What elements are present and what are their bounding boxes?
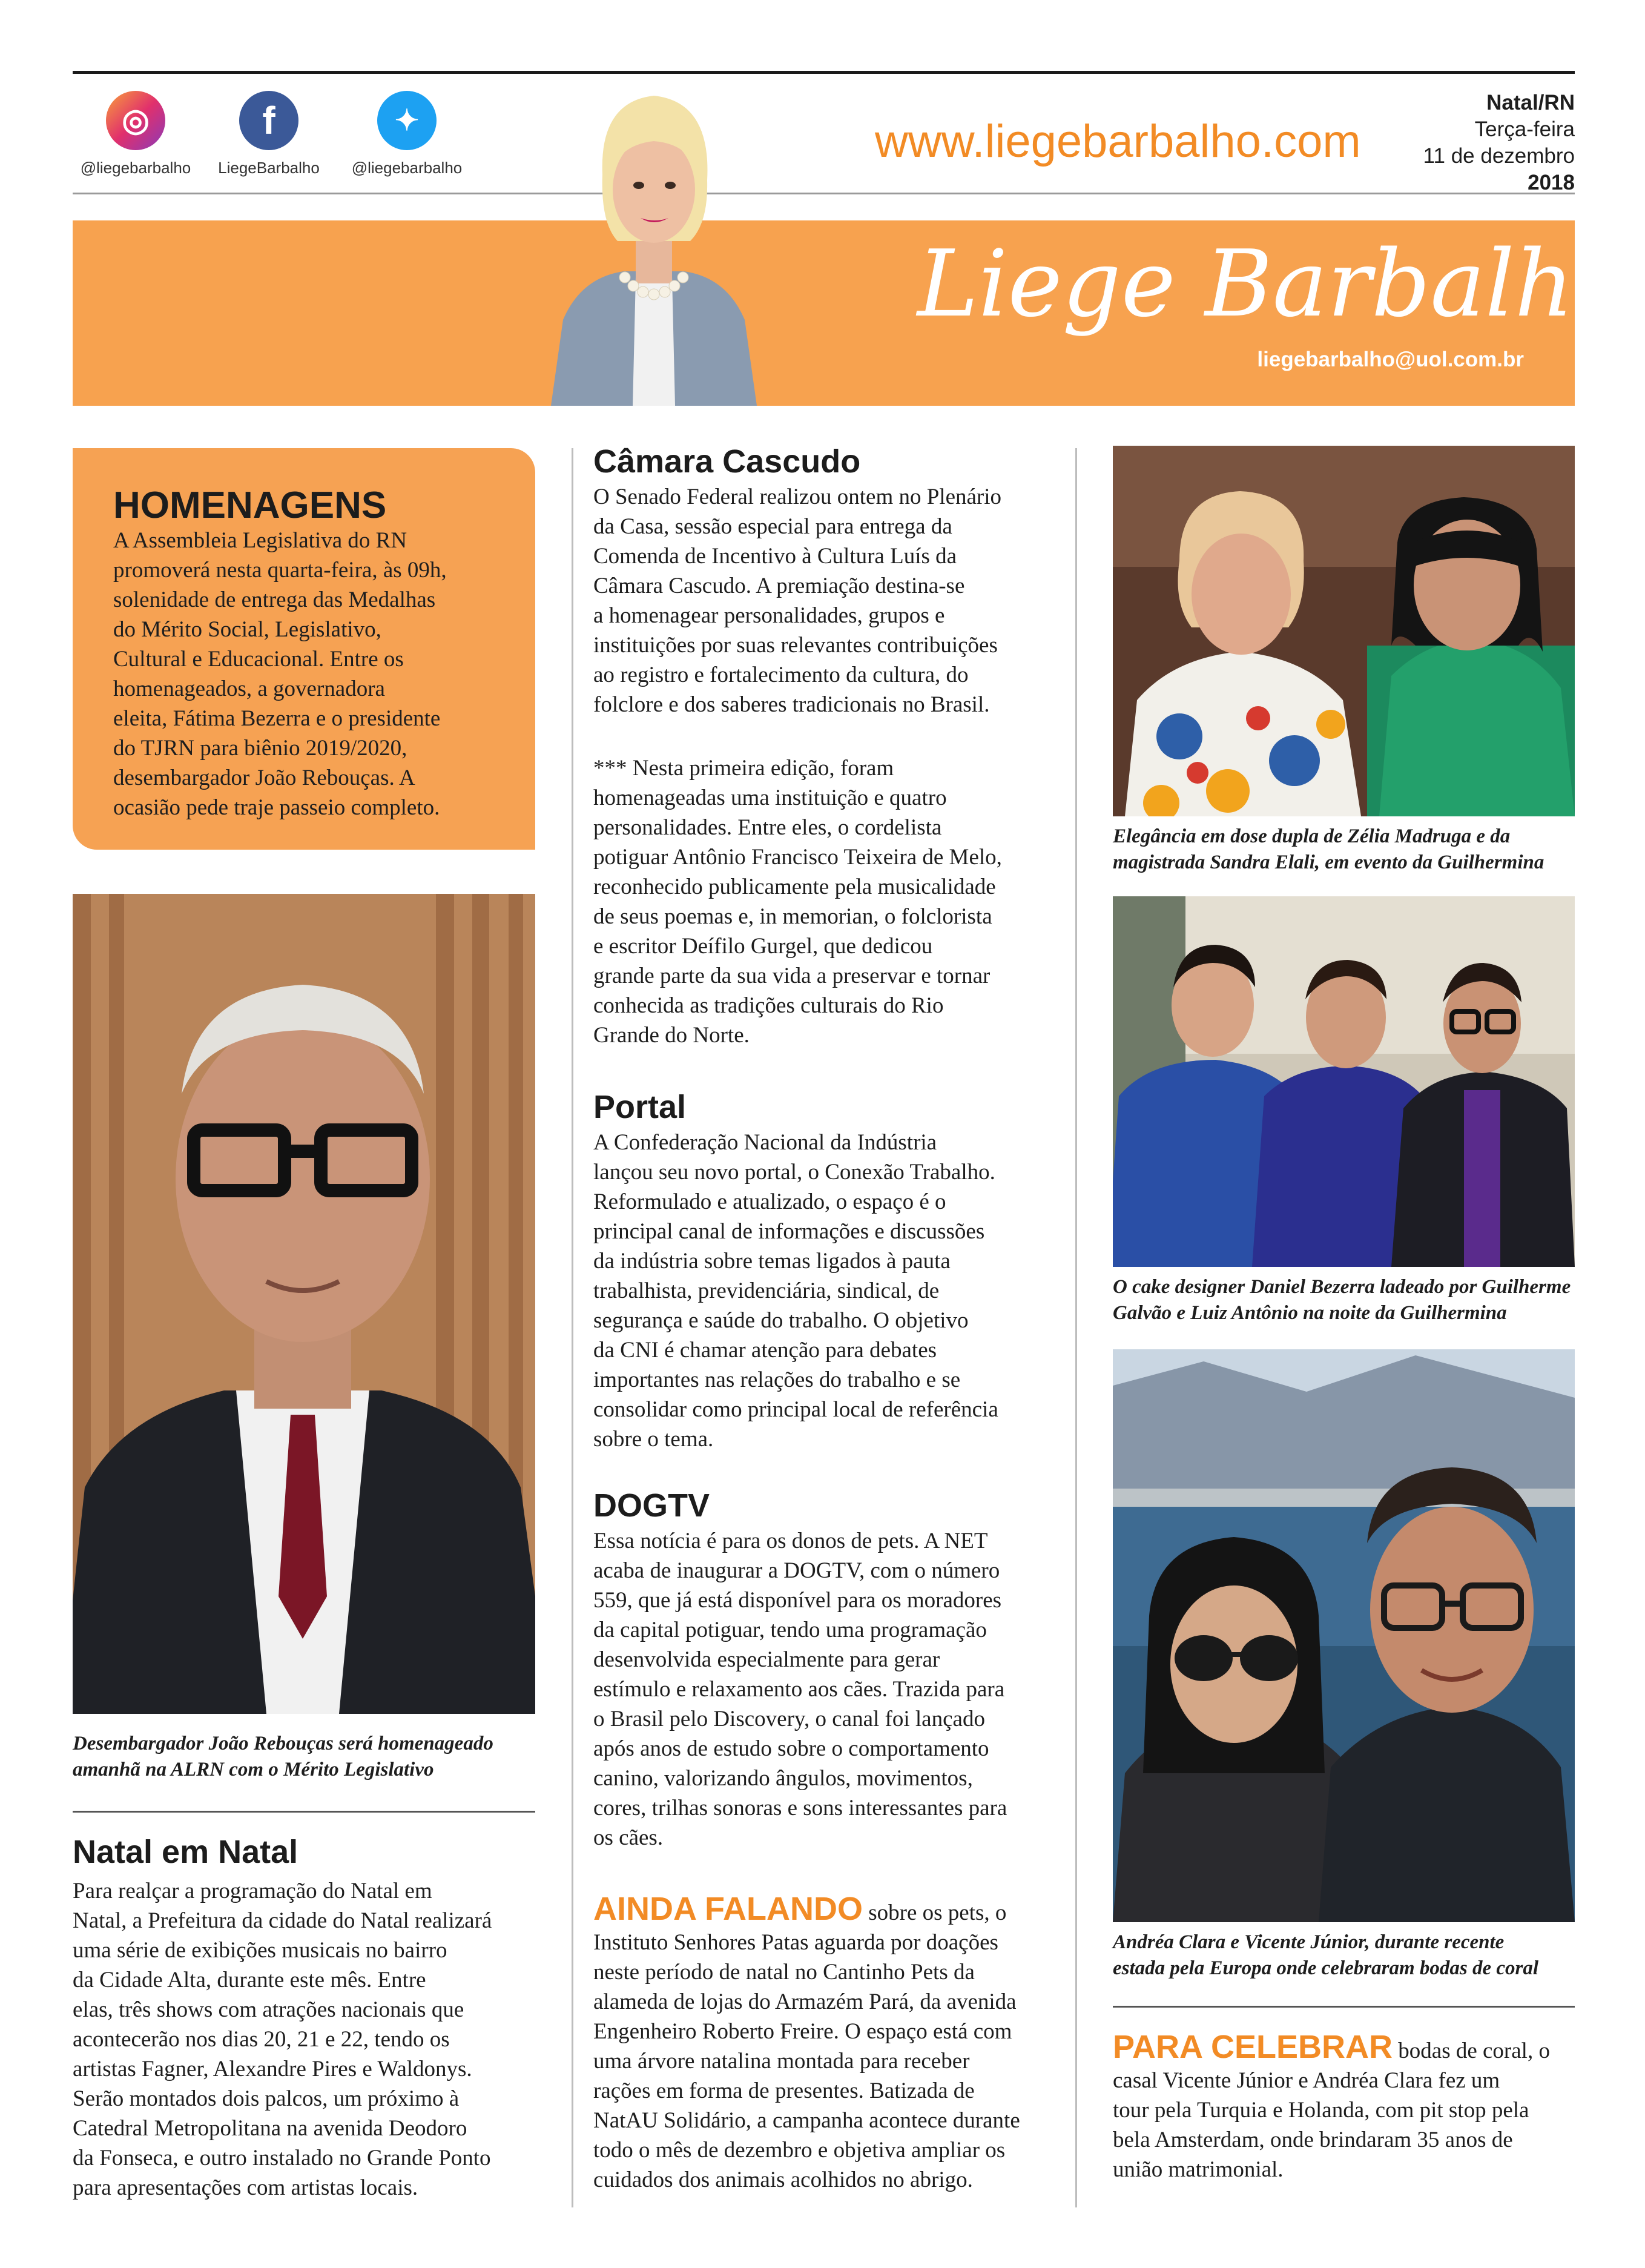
date: 11 de dezembro	[1423, 144, 1575, 168]
divider-celebrar	[1113, 2006, 1575, 2008]
dogtv-title: DOGTV	[593, 1487, 710, 1524]
columnist-email[interactable]: liegebarbalho@uol.com.br	[1257, 348, 1524, 371]
natal-title: Natal em Natal	[73, 1834, 298, 1870]
celebrar-body: PARA CELEBRAR bodas de coral, o casal Vicente Júnior e Andréa Clara fez um tour pela Turquia e Holanda, com pit stop pela bela Amsterdam, onde brindaram 35 anos de união matrimonial.	[1113, 2029, 1550, 2182]
celebrar-kicker: PARA CELEBRAR	[1113, 2029, 1393, 2065]
instagram-icon: ◎	[106, 91, 165, 150]
city: Natal/RN	[1486, 91, 1575, 114]
columnist-name: Liege Barbalho	[917, 230, 1629, 337]
year: 2018	[1528, 171, 1575, 194]
facebook-handle: LiegeBarbalho	[218, 159, 320, 177]
twitter-handle: @liegebarbalho	[351, 159, 463, 177]
twitter-link[interactable]	[334, 91, 480, 177]
columnist-portrait	[545, 78, 763, 406]
homenagens-body: A Assembleia Legislativa do RN promoverá nesta quarta-feira, às 09h, solenidade de entrega das Medalhas do Mérito Social, Legislativo, Cultural e Educacional. Entre os homenageados, a governadora eleita, Fátima Bezerra e o presidente do TJRN para biênio 2019/2020, desembargador João Rebouças. A ocasião pede traje passeio completo.	[113, 528, 447, 820]
instagram-handle: @liegebarbalho	[80, 159, 191, 177]
caption-photo3: O cake designer Daniel Bezerra ladeado por Guilherme Galvão e Luiz Antônio na noite da Guilhermina	[1113, 1276, 1571, 1324]
portal-body: A Confederação Nacional da Indústria lançou seu novo portal, o Conexão Trabalho. Reformulado e atualizado, o espaço é o principal canal de informações e discussões da indústria sobre temas ligados à pauta trabalhista, previdenciária, sindical, de segurança e saúde do trabalho. O objetivo da CNI é chamar atenção para debates importantes nas relações do trabalho e se consolidar como principal local de referência sobre o tema.	[593, 1130, 998, 1452]
caption-photo1: Desembargador João Rebouças será homenageado amanhã na ALRN com o Mérito Legislativo	[73, 1733, 493, 1780]
column-rule-left	[572, 448, 573, 2207]
facebook-link[interactable]	[196, 91, 341, 177]
divider-natal	[73, 1811, 535, 1813]
caption-photo4: Andréa Clara e Vicente Júnior, durante recente estada pela Europa onde celebraram bodas de coral	[1113, 1931, 1539, 1979]
photo-zelia-sandra	[1113, 446, 1575, 816]
camara-body-2: *** Nesta primeira edição, foram homenageadas uma instituição e quatro personalidades. Entre eles, o cordelista potiguar Antônio Francisco Teixeira de Melo, reconhecido publicamente pela musicalidade de seus poemas e, in memorian, o folclorista e escritor Deífilo Gurgel, que dedicou grande parte da sua vida a preservar e tornar conhecida as tradições culturais do Rio Grande do Norte.	[593, 756, 1002, 1048]
camara-title: Câmara Cascudo	[593, 443, 861, 480]
top-rule	[73, 71, 1575, 74]
ainda-body: AINDA FALANDO sobre os pets, o Instituto Senhores Patas aguarda por doações neste período de natal no Cantinho Pets da alameda de lojas do Armazém Pará, da avenida Engenheiro Roberto Freire. O espaço está com uma árvore natalina montada para receber rações em forma de presentes. Batizada de NatAU Solidário, a campanha acontece durante todo o mês de dezembro e objetiva ampliar os cuidados dos animais acolhidos no abrigo.	[593, 1891, 1020, 2192]
column-rule-right	[1075, 448, 1077, 2207]
caption-photo2: Elegância em dose dupla de Zélia Madruga e da magistrada Sandra Elali, em evento da Guilhermina	[1113, 825, 1544, 873]
ainda-kicker: AINDA FALANDO	[593, 1891, 863, 1927]
facebook-icon: f	[239, 91, 298, 150]
dateline	[1423, 90, 1575, 196]
photo-andrea-vicente	[1113, 1349, 1575, 1922]
dogtv-body: Essa notícia é para os donos de pets. A NET acaba de inaugurar a DOGTV, com o número 559, que já está disponível para os moradores da capital potiguar, tendo uma programação desenvolvida especialmente para gerar estímulo e relaxamento aos cães. Trazida para o Brasil pelo Discovery, o canal foi lançado após anos de estudo sobre o comportamento canino, valorizando ângulos, movimentos, cores, trilhas sonoras e sons interessantes para os cães.	[593, 1529, 1007, 1850]
camara-body: O Senado Federal realizou ontem no Plenário da Casa, sessão especial para entrega da Comenda de Incentivo à Cultura Luís da Câmara Cascudo. A premiação destina-se a homenagear personalidades, grupos e instituições por suas relevantes contribuições ao registro e fortalecimento da cultura, do folclore e dos saberes tradicionais no Brasil.	[593, 484, 1002, 717]
header-rule	[73, 193, 1575, 194]
portal-title: Portal	[593, 1089, 687, 1125]
homenagens-title: HOMENAGENS	[113, 484, 387, 526]
instagram-link[interactable]	[63, 91, 208, 177]
site-url[interactable]: www.liegebarbalho.com	[875, 116, 1361, 167]
natal-body: Para realçar a programação do Natal em Natal, a Prefeitura da cidade do Natal realizará uma série de exibições musicais no bairro da Cidade Alta, durante este mês. Entre elas, três shows com atrações nacionais que acontecerão nos dias 20, 21 e 22, tendo os artistas Fagner, Alexandre Pires e Waldonys. Serão montados dois palcos, um próximo à Catedral Metropolitana na avenida Deodoro da Fonseca, e outro instalado no Grande Ponto para apresentações com artistas locais.	[73, 1879, 492, 2200]
twitter-icon: ✦	[377, 91, 437, 150]
photo-daniel-bezerra	[1113, 896, 1575, 1267]
photo-joao-reboucas	[73, 894, 535, 1714]
weekday: Terça-feira	[1474, 117, 1575, 141]
